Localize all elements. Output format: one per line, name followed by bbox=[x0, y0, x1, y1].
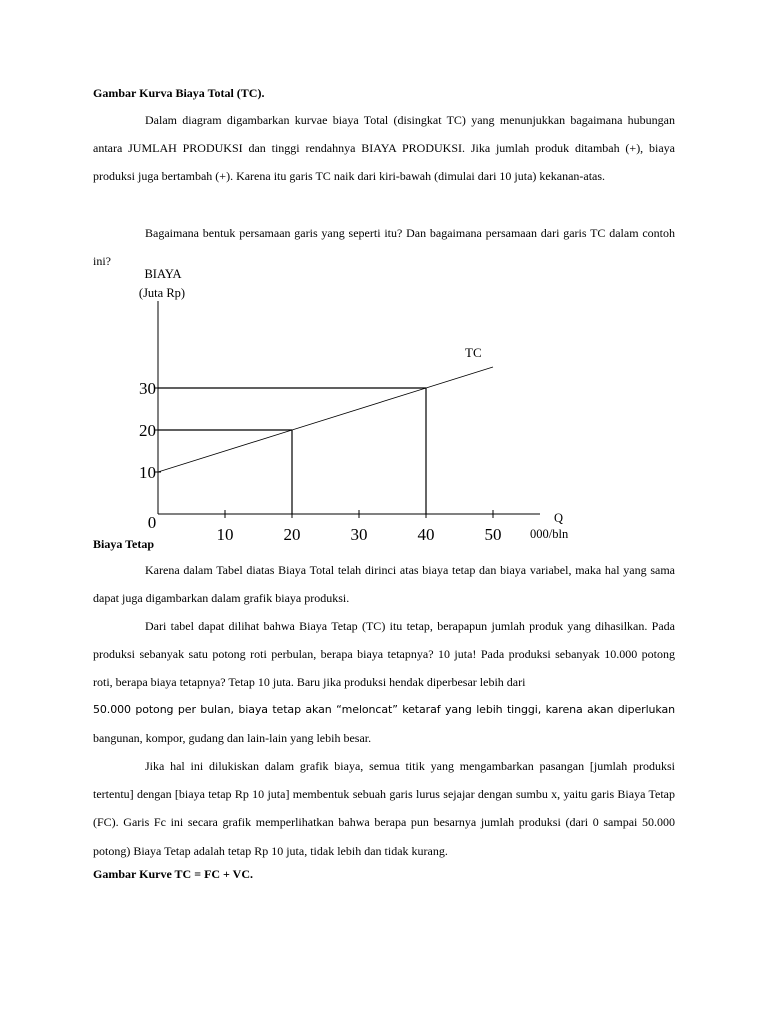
series-line-tc bbox=[158, 367, 493, 472]
y-axis-label: BIAYA bbox=[144, 267, 182, 281]
heading-total-cost-curve: Gambar Kurva Biaya Total (TC). bbox=[93, 86, 265, 100]
paragraph-question-text: Bagaimana bentuk persamaan garis yang seperti itu? Dan bagaimana persamaan dari garis TC dalam contoh ini? bbox=[93, 226, 675, 269]
heading-biaya-tetap: Biaya Tetap bbox=[93, 537, 155, 551]
x-tick-label: 50 bbox=[484, 525, 502, 544]
x-tick-label: 10 bbox=[216, 525, 234, 544]
y-tick-label: 10 bbox=[139, 463, 156, 482]
paragraph-tc-text: Dalam diagram digambarkan kurvae biaya Total (disingkat TC) yang menunjukkan bagaimana hubungan antara JUMLAH PRODUKSI dan tinggi rendahnya BIAYA PRODUKSI. Jika jumlah produk ditambah (+), biaya produksi juga bertambah (+). Karena itu garis TC naik dari kiri-bawah (dimulai dari 10 juta) kekanan-atas. bbox=[93, 113, 675, 184]
paragraph-fc-line bbox=[93, 752, 675, 865]
paragraph-table-summary bbox=[93, 556, 675, 612]
paragraph-table-summary-text: Karena dalam Tabel diatas Biaya Total telah dirinci atas biaya tetap dan biaya variabel, maka hal yang sama dapat juga digambarkan dalam grafik biaya produksi. bbox=[93, 563, 675, 606]
paragraph-fixed-cost-text-a: Dari tabel dapat dilihat bahwa Biaya Tetap (TC) itu tetap, berapapun jumlah produk yang dihasilkan. Pada produksi sebanyak satu potong roti perbulan, berapa biaya tetapnya? 10 juta! Pada produksi sebanyak 10.000 potong roti, berapa biaya tetapnya? Tetap 10 juta. Baru jika produksi hendak diperbesar lebih dari bbox=[93, 619, 675, 690]
paragraph-fixed-cost-line-c: bangunan, kompor, gudang dan lain-lain yang lebih besar. bbox=[93, 731, 372, 745]
paragraph-fixed-cost bbox=[93, 612, 675, 697]
x-tick-label: 30 bbox=[350, 525, 368, 544]
paragraph-fixed-cost-line-b: 50.000 potong per bulan, biaya tetap akan “meloncat” ketaraf yang lebih tinggi, karena akan diperlukan bbox=[93, 703, 675, 716]
x-axis-label: Q bbox=[554, 511, 564, 525]
y-tick-label: 30 bbox=[139, 379, 156, 398]
x-axis-unit: 000/bln bbox=[530, 527, 569, 541]
series-label-tc: TC bbox=[465, 345, 482, 360]
paragraph-fc-line-text: Jika hal ini dilukiskan dalam grafik biaya, semua titik yang mengambarkan pasangan [jumlah produksi tertentu] dengan [biaya tetap Rp 10 juta] membentuk sebuah garis lurus sejajar dengan sumbu x, yaitu garis Biaya Tetap (FC). Garis Fc ini secara grafik memperlihatkan bahwa berapa pun besarnya jumlah produksi (dari 0 sampai 50.000 potong) Biaya Tetap adalah tetap Rp 10 juta, tidak lebih dan tidak kurang. bbox=[93, 759, 675, 858]
y-tick-label: 20 bbox=[139, 421, 156, 440]
heading-tc-fc-vc: Gambar Kurve TC = FC + VC. bbox=[93, 867, 254, 881]
x-tick-label: 0 bbox=[147, 513, 157, 532]
x-tick-label: 20 bbox=[283, 525, 301, 544]
x-tick-label: 40 bbox=[417, 525, 435, 544]
y-axis-unit: (Juta Rp) bbox=[138, 286, 186, 300]
